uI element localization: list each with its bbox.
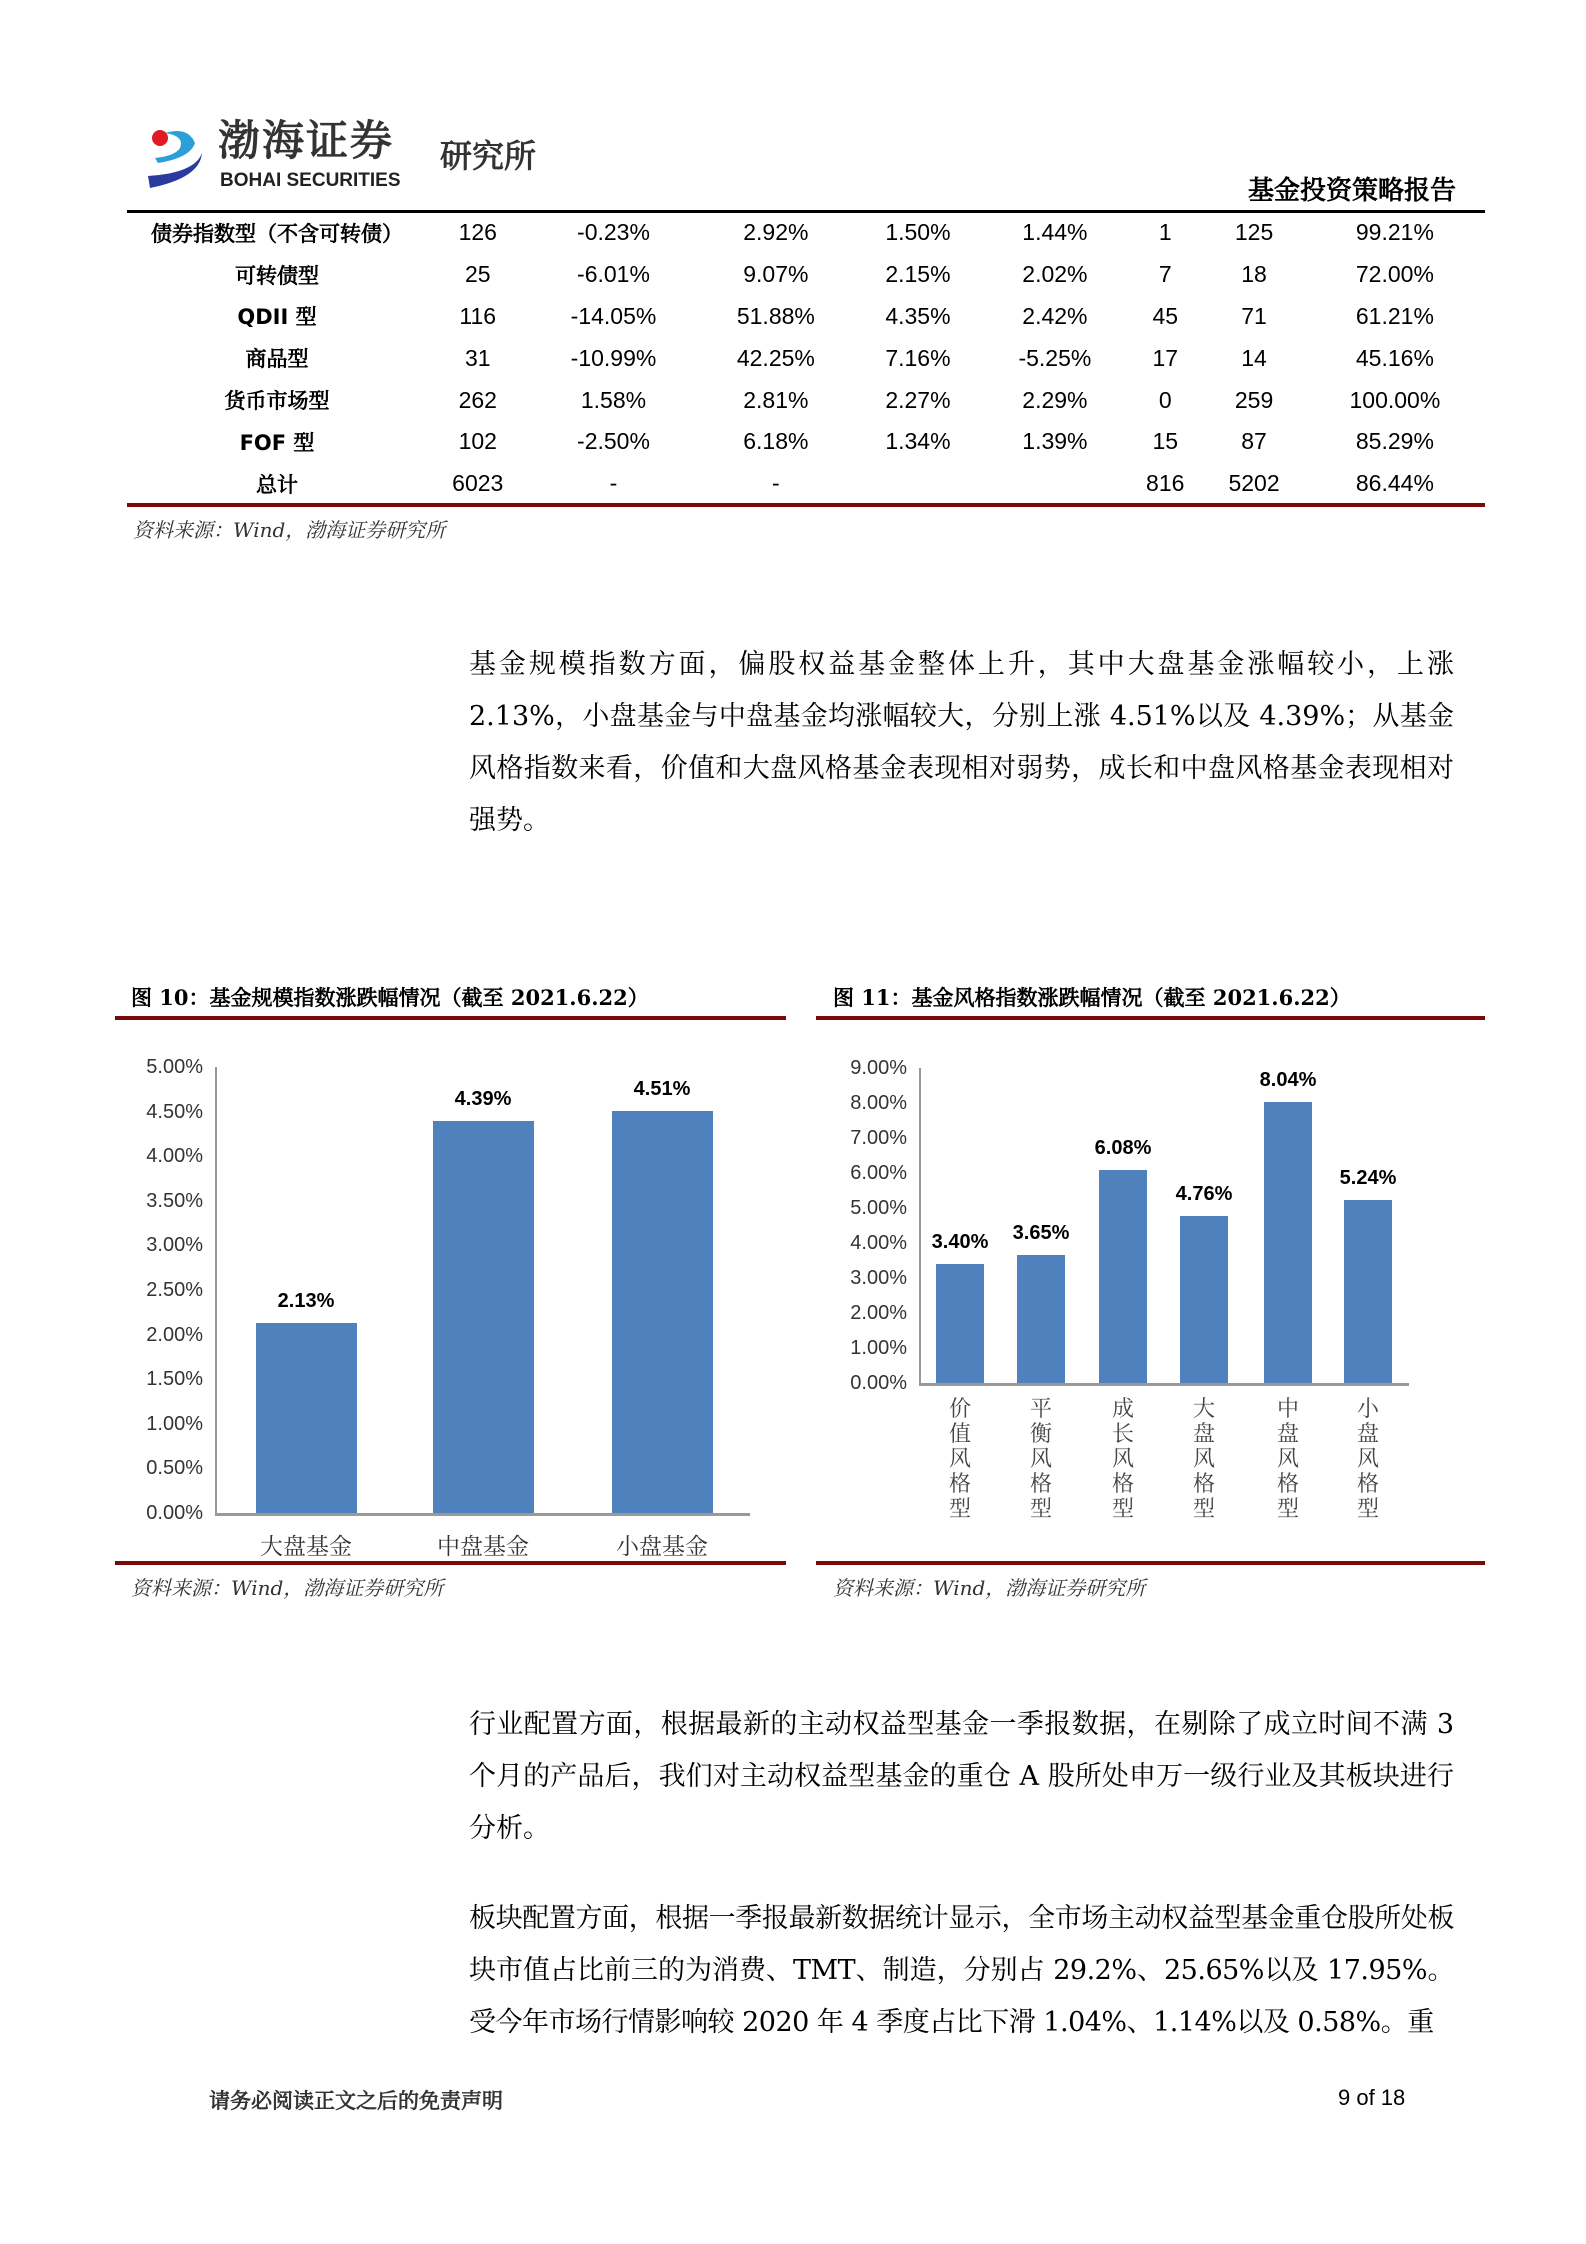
chart11-title: 图 11：基金风格指数涨跌幅情况（截至 2021.6.22）: [833, 985, 1351, 1010]
paragraph-3: 板块配置方面，根据一季报最新数据统计显示，全市场主动权益型基金重仓股所处板块市值占比前三的为消费、TMT、制造，分别占 29.2%、25.65%以及 17.95%。受今年市场行情影响较 2020 年 4 季度占比下滑 1.04%、1.14%以及 0.58%。重: [469, 1903, 1454, 2038]
table-cell: 72.00%: [1355, 261, 1434, 288]
data-label: 3.40%: [931, 1231, 989, 1253]
table-cell: 61.21%: [1355, 302, 1434, 329]
table-cell: -6.01%: [577, 261, 650, 288]
y-tick-label: 3.00%: [850, 1267, 907, 1289]
table-cell: 2.29%: [1022, 386, 1088, 413]
table-cell: 0: [1158, 386, 1172, 413]
bar: [1017, 1255, 1065, 1383]
y-tick-label: 3.50%: [146, 1189, 203, 1212]
category-label: 成长风格型: [1111, 1397, 1134, 1522]
category-label: 大盘基金: [260, 1534, 352, 1560]
table-cell: 1: [1158, 219, 1172, 246]
table-bottom-rule: [127, 503, 1485, 507]
y-tick-label: 2.00%: [146, 1323, 203, 1346]
table-cell: 86.44%: [1355, 470, 1434, 497]
table-cell: 85.29%: [1355, 428, 1434, 455]
y-tick-label: 1.00%: [146, 1412, 203, 1435]
logo-english: BOHAI SECURITIES: [220, 170, 401, 191]
table-cell: 1.34%: [885, 428, 951, 455]
table-cell: 2.92%: [743, 219, 809, 246]
table-row: [127, 254, 1485, 296]
footer-disclaimer: 请务必阅读正文之后的免责声明: [209, 2088, 503, 2113]
fund-table: [127, 212, 1485, 505]
paragraph-2: 行业配置方面，根据最新的主动权益型基金一季报数据，在剔除了成立时间不满 3 个月的产品后，我们对主动权益型基金的重仓 A 股所处申万一级行业及其板块进行分析。: [469, 1709, 1454, 1844]
row-label: QDII 型: [237, 305, 317, 330]
chart11-source: 资料来源：Wind，渤海证券研究所: [833, 1576, 1146, 1600]
y-tick-label: 4.00%: [146, 1145, 203, 1168]
table-cell: 1.44%: [1022, 219, 1088, 246]
table-cell: -: [609, 470, 618, 497]
table-row: [127, 421, 1485, 463]
table-cell: 116: [459, 302, 497, 329]
table-cell: 87: [1241, 428, 1267, 455]
table-cell: 2.27%: [885, 386, 951, 413]
data-label: 4.51%: [633, 1077, 691, 1100]
table-row: [127, 337, 1485, 379]
table-cell: 25: [464, 261, 491, 288]
table-cell: 1.50%: [885, 219, 951, 246]
table-cell: 99.21%: [1355, 219, 1434, 246]
category-label: 中盘基金: [437, 1534, 529, 1560]
y-tick-label: 8.00%: [850, 1092, 907, 1114]
y-tick-label: 0.00%: [850, 1372, 907, 1394]
paragraph-1: 基金规模指数方面，偏股权益基金整体上升，其中大盘基金涨幅较小，上涨 2.13%，小盘基金与中盘基金均涨幅较大，分别上涨 4.51%以及 4.39%；从基金风格指数来看，价值和大盘风格基金表现相对弱势，成长和中盘风格基金表现相对强势。: [469, 649, 1454, 836]
table-cell: 2.02%: [1022, 261, 1088, 288]
table-cell: 262: [458, 386, 497, 413]
row-label: 可转债型: [235, 263, 319, 288]
table-cell: 7: [1158, 261, 1172, 288]
bar: [1264, 1102, 1312, 1383]
data-label: 4.76%: [1175, 1183, 1233, 1206]
table-cell: 1.58%: [580, 386, 647, 413]
data-label: 3.65%: [1012, 1222, 1070, 1245]
data-label: 6.08%: [1094, 1137, 1152, 1160]
table-cell: 102: [458, 428, 497, 455]
y-tick-label: 4.50%: [146, 1100, 203, 1123]
table-cell: -2.50%: [577, 428, 650, 455]
table-cell: 126: [458, 219, 497, 246]
table-cell: 15: [1152, 428, 1179, 455]
bar: [1099, 1170, 1147, 1383]
y-tick-label: 5.00%: [850, 1197, 907, 1219]
logo-chinese: 渤海证券: [218, 116, 395, 165]
table-cell: 6023: [452, 470, 504, 497]
table-cell: 5202: [1228, 470, 1280, 497]
category-label: 小盘基金: [616, 1534, 708, 1560]
table-cell: 125: [1234, 219, 1274, 246]
table-cell: -14.05%: [570, 302, 657, 329]
table-source: 资料来源：Wind，渤海证券研究所: [133, 518, 446, 542]
category-label: 大盘风格型: [1192, 1397, 1215, 1522]
y-axis-line: [919, 1068, 921, 1383]
table-cell: 45.16%: [1355, 344, 1434, 371]
table-cell: 100.00%: [1349, 386, 1441, 413]
y-tick-label: 9.00%: [850, 1057, 907, 1079]
y-tick-label: 7.00%: [850, 1127, 907, 1149]
y-axis-line: [215, 1067, 217, 1513]
category-label: 平衡风格型: [1029, 1397, 1052, 1522]
table-cell: 18: [1241, 261, 1267, 288]
y-tick-label: 0.50%: [146, 1457, 203, 1480]
y-tick-label: 2.00%: [850, 1302, 907, 1324]
table-cell: 45: [1152, 302, 1179, 329]
table-cell: 7.16%: [885, 344, 951, 371]
category-label: 小盘风格型: [1356, 1397, 1379, 1522]
logo-institute: 研究所: [440, 137, 537, 175]
table-cell: 31: [464, 344, 491, 371]
bar: [1344, 1200, 1392, 1383]
chart10-title: 图 10：基金规模指数涨跌幅情况（截至 2021.6.22）: [131, 985, 649, 1010]
data-label: 2.13%: [277, 1290, 335, 1312]
table-cell: 816: [1146, 470, 1185, 497]
table-cell: 6.18%: [743, 428, 809, 455]
bar: [1180, 1216, 1228, 1383]
chart10-top-rule: [115, 1016, 786, 1020]
table-row: [127, 379, 1485, 421]
x-axis-line: [215, 1513, 750, 1516]
table-cell: -5.25%: [1018, 344, 1092, 371]
bar: [612, 1111, 713, 1513]
bar: [433, 1121, 534, 1513]
table-cell: 42.25%: [736, 344, 815, 371]
row-label: 总计: [256, 472, 298, 497]
y-tick-label: 0.00%: [146, 1502, 203, 1524]
data-label: 8.04%: [1259, 1068, 1317, 1091]
y-tick-label: 3.00%: [146, 1234, 203, 1257]
table-cell: [853, 463, 982, 505]
y-tick-label: 4.00%: [850, 1232, 907, 1254]
category-label: 价值风格型: [948, 1397, 971, 1522]
data-label: 5.24%: [1339, 1166, 1397, 1189]
table-row: [127, 212, 1485, 254]
chart11-bottom-rule: [816, 1561, 1485, 1565]
table-cell: 259: [1234, 386, 1274, 413]
bar: [256, 1323, 357, 1513]
table-cell: 2.81%: [743, 386, 809, 413]
table-cell: -0.23%: [577, 219, 650, 246]
row-label: 货币市场型: [224, 389, 330, 414]
row-label: 商品型: [245, 347, 309, 372]
row-label: 债券指数型（不含可转债）: [151, 221, 403, 246]
y-tick-label: 5.00%: [146, 1056, 203, 1078]
data-label: 4.39%: [454, 1088, 512, 1111]
table-cell: 71: [1241, 302, 1267, 329]
table-cell: 17: [1152, 344, 1179, 371]
chart10-bottom-rule: [115, 1561, 786, 1565]
chart11-top-rule: [816, 1016, 1485, 1020]
table-cell: 51.88%: [736, 302, 815, 329]
x-axis-line: [919, 1383, 1409, 1386]
table-cell: 2.15%: [885, 261, 951, 288]
logo-mark-icon: [140, 118, 210, 198]
y-tick-label: 2.50%: [146, 1279, 203, 1301]
chart10-source: 资料来源：Wind，渤海证券研究所: [131, 1576, 444, 1600]
page-number: 9 of 18: [1338, 2085, 1406, 2110]
row-label: FOF 型: [239, 430, 315, 455]
table-cell: 14: [1241, 344, 1267, 371]
table-cell: [983, 463, 1128, 505]
table-cell: 4.35%: [885, 302, 951, 329]
table-cell: -10.99%: [570, 344, 657, 371]
y-tick-label: 1.50%: [146, 1368, 203, 1391]
y-tick-label: 6.00%: [850, 1162, 907, 1184]
table-row: [127, 463, 1485, 505]
table-cell: 2.42%: [1022, 302, 1088, 329]
y-tick-label: 1.00%: [850, 1337, 907, 1359]
logo: [140, 118, 560, 198]
table-cell: -: [772, 470, 780, 497]
report-title: 基金投资策略报告: [1247, 176, 1456, 206]
category-label: 中盘风格型: [1276, 1397, 1299, 1522]
table-row: [127, 296, 1485, 338]
bar: [936, 1264, 984, 1383]
table-cell: 9.07%: [743, 261, 809, 288]
table-cell: 1.39%: [1022, 428, 1088, 455]
